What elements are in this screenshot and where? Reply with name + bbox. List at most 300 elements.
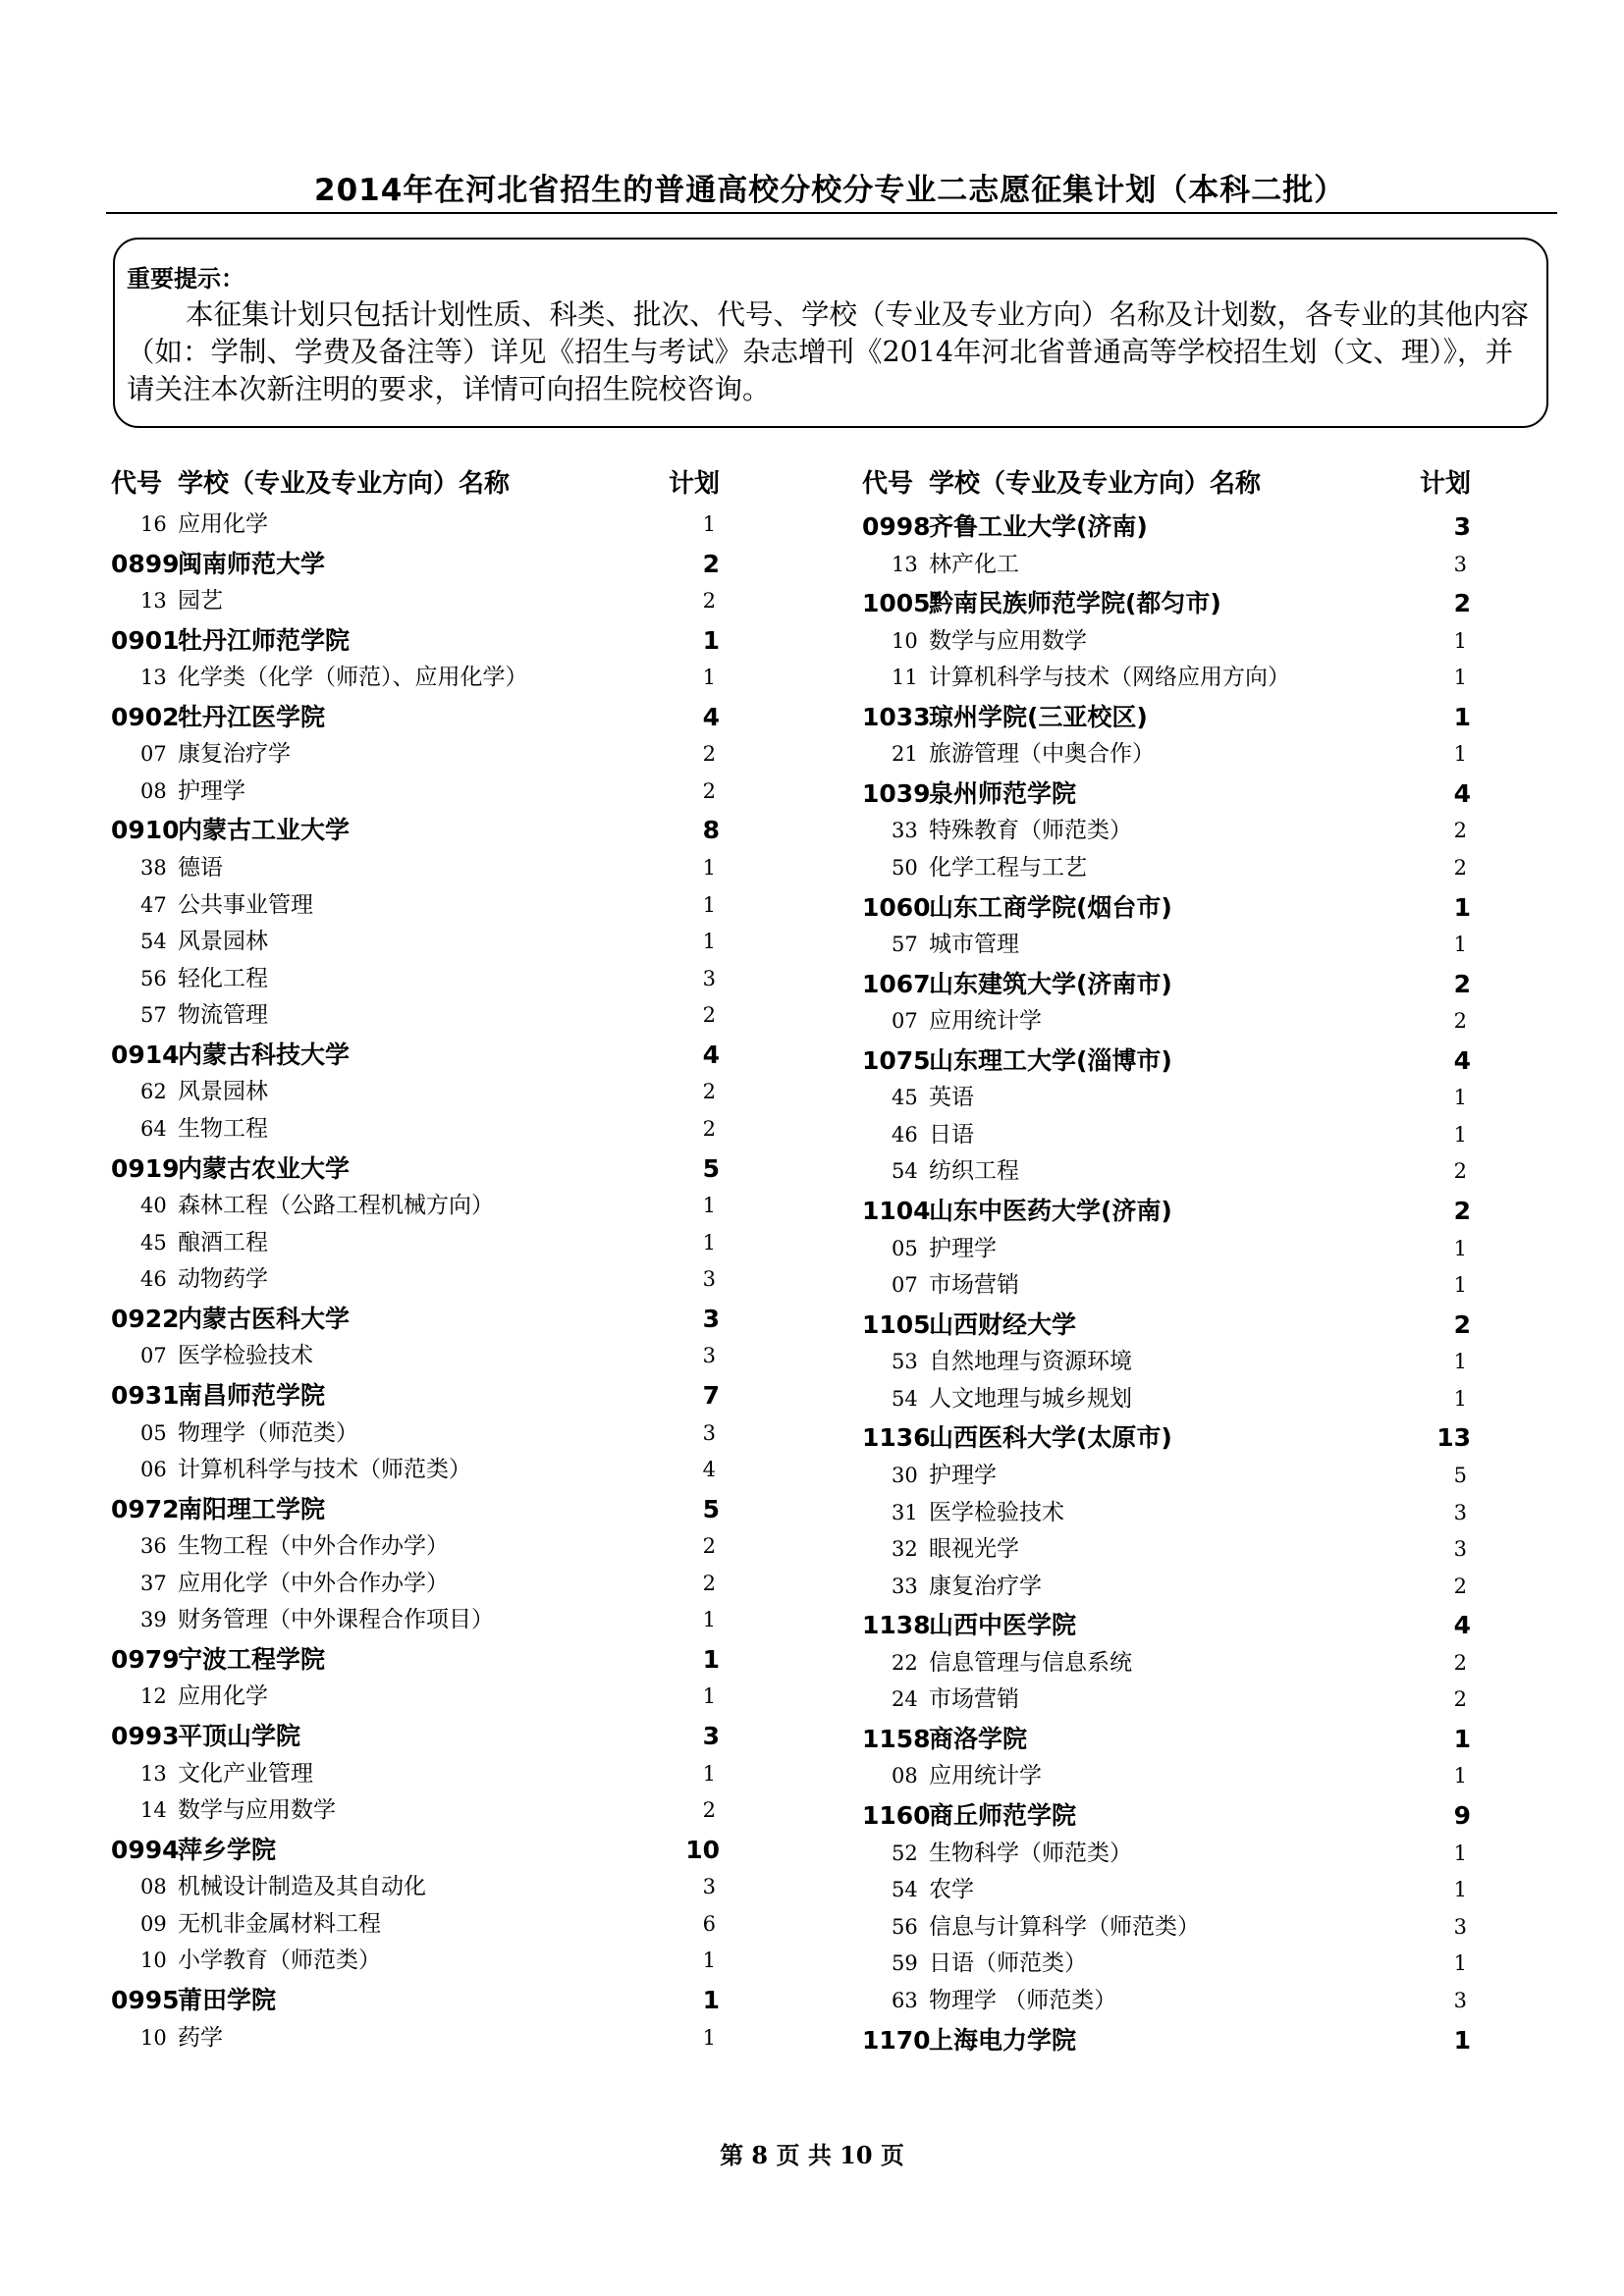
major-row [111, 1602, 720, 1639]
school-plan: 4 [1453, 778, 1471, 808]
major-code: 45 [140, 1230, 167, 1255]
major-name: 风景园林 [178, 929, 268, 955]
school-row [862, 1417, 1471, 1458]
major-row [111, 997, 720, 1035]
major-name: 应用化学（中外合作办学） [178, 1570, 449, 1596]
major-name: 数学与应用数学 [929, 627, 1087, 654]
school-plan: 3 [1453, 512, 1471, 541]
major-plan: 1 [702, 930, 716, 954]
major-code: 08 [140, 778, 167, 803]
school-name: 泉州师范学院 [929, 778, 1077, 808]
major-row [111, 1906, 720, 1944]
major-plan: 1 [1453, 1841, 1467, 1865]
header-code: 代号 [111, 469, 163, 499]
school-name: 商洛学院 [929, 1724, 1028, 1753]
school-plan: 1 [1453, 702, 1471, 731]
major-row [862, 1267, 1471, 1305]
major-row [862, 1983, 1471, 2020]
school-name: 上海电力学院 [929, 2025, 1077, 2055]
major-row [111, 1111, 720, 1148]
major-code: 07 [892, 1273, 918, 1298]
major-row [111, 1261, 720, 1299]
school-plan: 3 [702, 1304, 720, 1333]
major-plan: 3 [1453, 1914, 1467, 1939]
major-code: 59 [892, 1951, 918, 1976]
major-plan: 1 [702, 1608, 716, 1632]
major-name: 医学检验技术 [178, 1343, 313, 1369]
major-name: 物流管理 [178, 1002, 268, 1029]
major-row [111, 1452, 720, 1489]
school-code: 1160 [862, 1801, 931, 1831]
school-name: 内蒙古农业大学 [178, 1153, 351, 1183]
major-row [862, 1872, 1471, 1909]
major-name: 信息与计算科学（师范类） [929, 1913, 1200, 1940]
major-name: 林产化工 [929, 551, 1019, 577]
school-name: 山东中医药大学(济南) [929, 1197, 1172, 1226]
major-plan: 3 [1453, 1537, 1467, 1562]
school-code: 1060 [862, 892, 931, 922]
school-code: 1005 [862, 589, 931, 618]
major-code: 40 [140, 1194, 167, 1218]
school-name: 山西医科大学(太原市) [929, 1423, 1172, 1453]
major-name: 公共事业管理 [178, 891, 313, 918]
major-plan: 2 [702, 1117, 716, 1142]
school-plan: 1 [702, 1986, 720, 2015]
major-plan: 1 [1453, 1951, 1467, 1976]
school-row [111, 620, 720, 661]
major-plan: 1 [702, 2025, 716, 2050]
school-row [862, 1719, 1471, 1759]
major-row [111, 1528, 720, 1566]
school-plan: 2 [1453, 1309, 1471, 1339]
major-code: 30 [892, 1463, 918, 1487]
major-code: 14 [140, 1798, 167, 1823]
major-code: 24 [892, 1687, 918, 1712]
major-row [862, 1080, 1471, 1117]
school-plan: 5 [702, 1494, 720, 1523]
school-plan: 8 [702, 816, 720, 845]
school-row [111, 697, 720, 737]
major-plan: 2 [702, 742, 716, 767]
major-row [862, 1946, 1471, 1983]
major-row [862, 1458, 1471, 1495]
school-row [111, 810, 720, 850]
school-row [862, 507, 1471, 547]
school-name: 牡丹江师范学院 [178, 625, 351, 655]
school-plan: 10 [685, 1835, 720, 1864]
right-column [862, 465, 1471, 2059]
major-code: 10 [892, 628, 918, 653]
major-plan: 2 [1453, 1650, 1467, 1675]
school-name: 南阳理工学院 [178, 1494, 326, 1523]
major-code: 39 [140, 1608, 167, 1632]
school-name: 闽南师范大学 [178, 549, 326, 578]
major-plan: 3 [1453, 552, 1467, 576]
major-code: 52 [892, 1841, 918, 1865]
school-row [111, 1035, 720, 1075]
major-row [862, 1231, 1471, 1268]
major-name: 无机非金属材料工程 [178, 1910, 381, 1937]
major-row [862, 1569, 1471, 1606]
major-code: 38 [140, 855, 167, 880]
important-notice-box [113, 238, 1548, 428]
major-row [111, 660, 720, 697]
major-row [111, 1756, 720, 1793]
major-plan: 1 [1453, 628, 1467, 653]
major-plan: 1 [1453, 1122, 1467, 1147]
school-name: 山西中医学院 [929, 1611, 1077, 1640]
major-code: 06 [140, 1458, 167, 1482]
left-table-body [111, 507, 720, 2056]
school-plan: 9 [1453, 1801, 1471, 1831]
school-row [111, 1299, 720, 1339]
school-code: 1136 [862, 1423, 931, 1453]
major-plan: 2 [1453, 1687, 1467, 1712]
document-title: 2014年在河北省招生的普通高校分校分专业二志愿征集计划（本科二批） [314, 173, 1346, 208]
school-name: 山东理工大学(淄博市) [929, 1045, 1172, 1075]
major-plan: 3 [1453, 1500, 1467, 1524]
school-code: 0995 [111, 1986, 180, 2015]
major-code: 11 [892, 666, 918, 690]
school-plan: 1 [1453, 1724, 1471, 1753]
school-code: 0979 [111, 1644, 180, 1674]
major-row [862, 1344, 1471, 1381]
major-plan: 1 [702, 892, 716, 917]
major-name: 日语（师范类） [929, 1950, 1087, 1977]
school-plan: 4 [702, 1040, 720, 1069]
notice-body: 本征集计划只包括计划性质、科类、批次、代号、学校（专业及专业方向）名称及计划数，各专业的其他内容（如：学制、学费及备注等）详见《招生与考试》杂志增刊《2014年河北省普通高等学校招生划（文、理）》，并请关注本次新注明的要求，详情可向招生院校咨询。 [127, 298, 1530, 405]
school-name: 萍乡学院 [178, 1835, 277, 1864]
school-code: 1158 [862, 1724, 931, 1753]
major-plan: 1 [702, 1684, 716, 1709]
major-row [111, 774, 720, 811]
school-name: 内蒙古医科大学 [178, 1304, 351, 1333]
school-plan: 4 [702, 702, 720, 731]
school-code: 0994 [111, 1835, 180, 1864]
right-table-body [862, 507, 1471, 2059]
major-plan: 1 [702, 1230, 716, 1255]
major-row [862, 1003, 1471, 1041]
school-row [862, 774, 1471, 814]
major-plan: 1 [1453, 1273, 1467, 1298]
major-row [111, 583, 720, 620]
major-name: 自然地理与资源环境 [929, 1349, 1132, 1375]
right-table-header [862, 465, 1471, 503]
major-row [111, 1943, 720, 1980]
school-row [862, 2020, 1471, 2060]
major-plan: 1 [1453, 1236, 1467, 1260]
major-name: 护理学 [929, 1462, 997, 1488]
school-name: 莆田学院 [178, 1986, 277, 2015]
major-name: 园艺 [178, 588, 223, 614]
major-plan: 2 [1453, 1009, 1467, 1034]
major-name: 生物工程 [178, 1116, 268, 1143]
major-name: 应用化学 [178, 511, 268, 537]
major-plan: 1 [1453, 1086, 1467, 1110]
major-plan: 6 [702, 1911, 716, 1936]
major-code: 07 [140, 1344, 167, 1368]
school-plan: 1 [1453, 2025, 1471, 2055]
major-code: 22 [892, 1650, 918, 1675]
notice-title: 重要提示： [127, 265, 244, 293]
major-row [111, 1679, 720, 1716]
major-row [862, 813, 1471, 850]
school-code: 1170 [862, 2025, 931, 2055]
school-plan: 2 [1453, 589, 1471, 618]
major-plan: 2 [702, 1080, 716, 1104]
school-code: 1138 [862, 1611, 931, 1640]
school-plan: 2 [1453, 969, 1471, 998]
header-code: 代号 [862, 469, 914, 499]
major-code: 05 [140, 1420, 167, 1445]
major-code: 37 [140, 1571, 167, 1595]
major-code: 63 [892, 1988, 918, 2012]
major-name: 计算机科学与技术（网络应用方向） [929, 665, 1290, 691]
major-row [111, 736, 720, 774]
major-plan: 1 [702, 1194, 716, 1218]
school-plan: 3 [702, 1722, 720, 1751]
major-code: 16 [140, 512, 167, 536]
major-plan: 2 [702, 589, 716, 614]
school-plan: 2 [1453, 1197, 1471, 1226]
school-plan: 4 [1453, 1611, 1471, 1640]
major-name: 应用统计学 [929, 1008, 1042, 1035]
major-plan: 3 [702, 1344, 716, 1368]
header-name: 学校（专业及专业方向）名称 [178, 469, 511, 499]
school-row [111, 544, 720, 584]
major-name: 酿酒工程 [178, 1229, 268, 1255]
major-name: 城市管理 [929, 932, 1019, 958]
major-code: 36 [140, 1534, 167, 1559]
school-name: 内蒙古科技大学 [178, 1040, 351, 1069]
major-row [862, 1531, 1471, 1569]
major-plan: 1 [702, 1761, 716, 1786]
major-plan: 2 [1453, 1574, 1467, 1598]
major-code: 33 [892, 819, 918, 843]
major-plan: 2 [702, 1571, 716, 1595]
school-row [862, 697, 1471, 737]
major-code: 13 [140, 1761, 167, 1786]
school-row [862, 1305, 1471, 1345]
header-plan: 计划 [668, 469, 720, 499]
major-row [862, 1682, 1471, 1719]
major-plan: 1 [702, 1949, 716, 1973]
major-code: 10 [140, 2025, 167, 2050]
major-code: 10 [140, 1949, 167, 1973]
school-name: 南昌师范学院 [178, 1381, 326, 1410]
school-code: 0919 [111, 1153, 180, 1183]
major-code: 57 [892, 933, 918, 957]
major-row [111, 1338, 720, 1375]
major-row [862, 850, 1471, 887]
major-code: 64 [140, 1117, 167, 1142]
school-row [862, 887, 1471, 928]
major-code: 08 [140, 1875, 167, 1899]
major-row [862, 660, 1471, 697]
major-row [111, 1225, 720, 1262]
major-row [111, 507, 720, 544]
major-code: 47 [140, 892, 167, 917]
major-code: 32 [892, 1537, 918, 1562]
major-name: 德语 [178, 854, 223, 881]
page-footer: 第 8 页 共 10 页 [720, 2141, 904, 2169]
school-row [111, 1716, 720, 1756]
major-name: 旅游管理（中奥合作） [929, 741, 1155, 768]
major-plan: 2 [702, 1534, 716, 1559]
major-name: 纺织工程 [929, 1158, 1019, 1185]
school-row [111, 1830, 720, 1870]
major-name: 文化产业管理 [178, 1760, 313, 1787]
major-code: 54 [892, 1878, 918, 1902]
school-code: 0993 [111, 1722, 180, 1751]
major-row [862, 1645, 1471, 1682]
major-name: 护理学 [929, 1235, 997, 1261]
major-plan: 1 [1453, 1350, 1467, 1374]
major-plan: 3 [1453, 1988, 1467, 2012]
major-code: 08 [892, 1764, 918, 1789]
school-code: 1067 [862, 969, 931, 998]
school-code: 0910 [111, 816, 180, 845]
major-plan: 1 [702, 666, 716, 690]
major-plan: 1 [1453, 1386, 1467, 1411]
major-row [111, 924, 720, 961]
title-divider [106, 212, 1557, 214]
major-code: 54 [892, 1386, 918, 1411]
major-plan: 2 [1453, 1159, 1467, 1184]
major-name: 英语 [929, 1085, 974, 1111]
major-code: 12 [140, 1684, 167, 1709]
major-code: 53 [892, 1350, 918, 1374]
major-plan: 2 [1453, 855, 1467, 880]
major-plan: 4 [702, 1458, 716, 1482]
school-plan: 1 [702, 1644, 720, 1674]
school-name: 山东建筑大学(济南市) [929, 969, 1172, 998]
school-name: 牡丹江医学院 [178, 702, 326, 731]
major-code: 56 [140, 966, 167, 990]
school-code: 0901 [111, 625, 180, 655]
major-name: 化学工程与工艺 [929, 854, 1087, 881]
major-row [862, 927, 1471, 964]
school-code: 1105 [862, 1309, 931, 1339]
school-name: 山东工商学院(烟台市) [929, 892, 1172, 922]
school-name: 平顶山学院 [178, 1722, 301, 1751]
major-plan: 3 [702, 1267, 716, 1292]
major-code: 07 [140, 742, 167, 767]
major-plan: 1 [1453, 742, 1467, 767]
major-name: 农学 [929, 1877, 974, 1903]
major-name: 物理学（师范类） [178, 1419, 358, 1446]
school-row [111, 1148, 720, 1189]
major-plan: 1 [702, 855, 716, 880]
school-row [862, 1041, 1471, 1081]
major-row [111, 1415, 720, 1453]
header-name: 学校（专业及专业方向）名称 [929, 469, 1262, 499]
school-plan: 1 [1453, 892, 1471, 922]
major-row [111, 1566, 720, 1603]
school-code: 1075 [862, 1045, 931, 1075]
major-name: 市场营销 [929, 1272, 1019, 1299]
major-plan: 2 [702, 1003, 716, 1028]
major-row [111, 850, 720, 887]
major-name: 计算机科学与技术（师范类） [178, 1457, 471, 1483]
major-code: 05 [892, 1236, 918, 1260]
school-row [862, 583, 1471, 623]
major-code: 07 [892, 1009, 918, 1034]
major-code: 54 [892, 1159, 918, 1184]
major-code: 57 [140, 1003, 167, 1028]
major-plan: 1 [1453, 1878, 1467, 1902]
major-plan: 3 [702, 966, 716, 990]
major-name: 眼视光学 [929, 1536, 1019, 1563]
school-row [111, 1375, 720, 1415]
major-code: 54 [140, 930, 167, 954]
major-plan: 3 [702, 1875, 716, 1899]
major-code: 50 [892, 855, 918, 880]
school-row [862, 1605, 1471, 1645]
major-name: 日语 [929, 1121, 974, 1148]
school-plan: 7 [702, 1381, 720, 1410]
major-row [862, 1117, 1471, 1154]
major-name: 特殊教育（师范类） [929, 818, 1132, 844]
major-name: 市场营销 [929, 1686, 1019, 1713]
school-plan: 2 [702, 549, 720, 578]
major-code: 13 [140, 666, 167, 690]
major-row [862, 1758, 1471, 1795]
school-name: 琼州学院(三亚校区) [929, 702, 1148, 731]
major-row [111, 1074, 720, 1111]
major-name: 森林工程（公路工程机械方向） [178, 1193, 494, 1219]
school-code: 0899 [111, 549, 180, 578]
major-plan: 2 [702, 778, 716, 803]
school-row [111, 1639, 720, 1680]
school-plan: 1 [702, 625, 720, 655]
major-plan: 3 [702, 1420, 716, 1445]
header-plan: 计划 [1419, 469, 1471, 499]
school-code: 1104 [862, 1197, 931, 1226]
major-row [862, 1495, 1471, 1532]
major-row [862, 1381, 1471, 1418]
major-row [111, 1869, 720, 1906]
school-name: 黔南民族师范学院(都匀市) [929, 589, 1221, 618]
major-row [111, 887, 720, 925]
school-code: 1033 [862, 702, 931, 731]
school-row [111, 1980, 720, 2020]
school-row [862, 964, 1471, 1004]
major-plan: 1 [702, 512, 716, 536]
school-code: 0931 [111, 1381, 180, 1410]
major-name: 康复治疗学 [929, 1573, 1042, 1599]
left-table-header [111, 465, 720, 503]
major-row [862, 736, 1471, 774]
school-row [862, 1191, 1471, 1231]
major-code: 13 [892, 552, 918, 576]
major-plan: 2 [1453, 819, 1467, 843]
major-row [862, 623, 1471, 661]
school-row [111, 1489, 720, 1529]
major-name: 人文地理与城乡规划 [929, 1385, 1132, 1412]
school-name: 商丘师范学院 [929, 1801, 1077, 1831]
major-name: 风景园林 [178, 1079, 268, 1105]
major-name: 康复治疗学 [178, 741, 291, 768]
major-code: 56 [892, 1914, 918, 1939]
major-name: 应用化学 [178, 1683, 268, 1710]
major-code: 13 [140, 589, 167, 614]
major-code: 45 [892, 1086, 918, 1110]
major-name: 医学检验技术 [929, 1499, 1064, 1525]
major-plan: 1 [1453, 1764, 1467, 1789]
school-code: 1039 [862, 778, 931, 808]
major-row [111, 1792, 720, 1830]
